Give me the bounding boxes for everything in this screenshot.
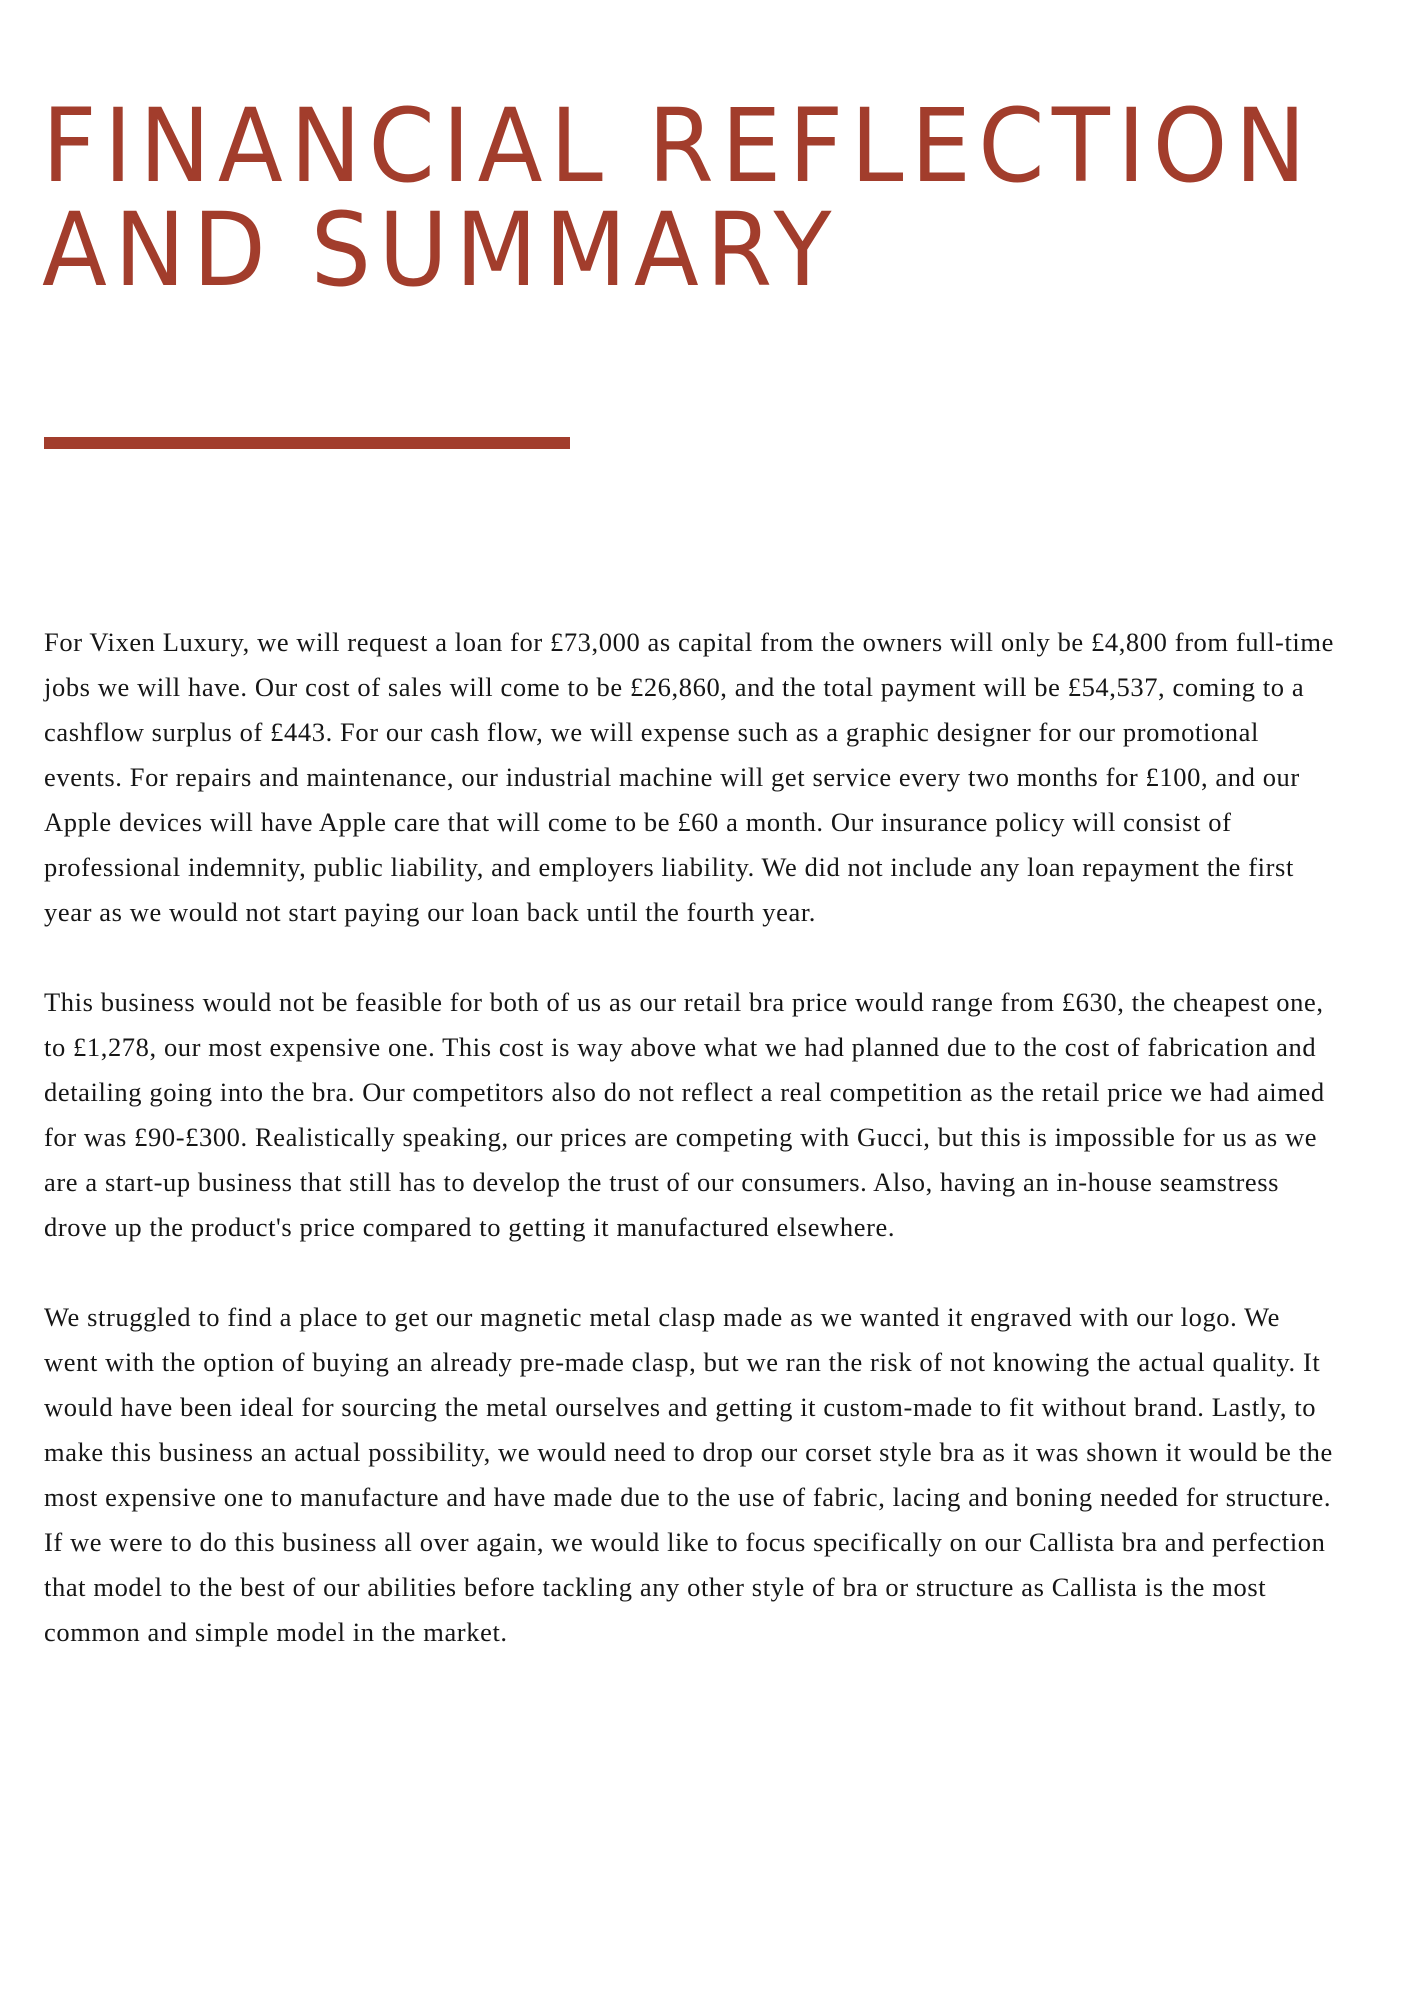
body-text (44, 620, 1334, 1700)
paragraph-clasp-and-lessons: We struggled to find a place to get our magnetic metal clasp made as we wanted it engraved with our logo. We went with the option of buying an already pre-made clasp, but we ran the risk of not knowing the actual quality. It would have been ideal for sourcing the metal ourselves and getting it custom-made to fit without brand. Lastly, to make this business an actual possibility, we would need to drop our corset style bra as it was shown it would be the most expensive one to manufacture and have made due to the use of fabric, lacing and boning needed for structure. If we were to do this business all over again, we would like to focus specifically on our Callista bra and perfection that model to the best of our abilities before tackling any other style of bra or structure as Callista is the most common and simple model in the market. (44, 1302, 1333, 1647)
paragraph-feasibility: This business would not be feasible for both of us as our retail bra price would range from £630, the cheapest one, to £1,278, our most expensive one. This cost is way above what we had planned due to the cost of fabrication and detailing going into the bra. Our competitors also do not reflect a real competition as the retail price we had aimed for was £90-£300. Realistically speaking, our prices are competing with Gucci, but this is impossible for us as we are a start-up business that still has to develop the trust of our consumers. Also, having an in-house seamstress drove up the product's price compared to getting it manufactured elsewhere. (44, 987, 1325, 1242)
page-title (42, 87, 1314, 310)
page-title-line-1: FINANCIAL REFLECTION (42, 87, 1314, 206)
paragraph-financial-overview: For Vixen Luxury, we will request a loan for £73,000 as capital from the owners will only be £4,800 from full-time jobs we will have. Our cost of sales will come to be £26,860, and the total payment will be £54,537, coming to a cashflow surplus of £443. For our cash flow, we will expense such as a graphic designer for our promotional events. For repairs and maintenance, our industrial machine will get service every two months for £100, and our Apple devices will have Apple care that will come to be £60 a month. Our insurance policy will consist of professional indemnity, public liability, and employers liability. We did not include any loan repayment the first year as we would not start paying our loan back until the fourth year. (44, 627, 1334, 927)
page-title-line-2: AND SUMMARY (42, 191, 839, 310)
title-divider (44, 437, 570, 449)
